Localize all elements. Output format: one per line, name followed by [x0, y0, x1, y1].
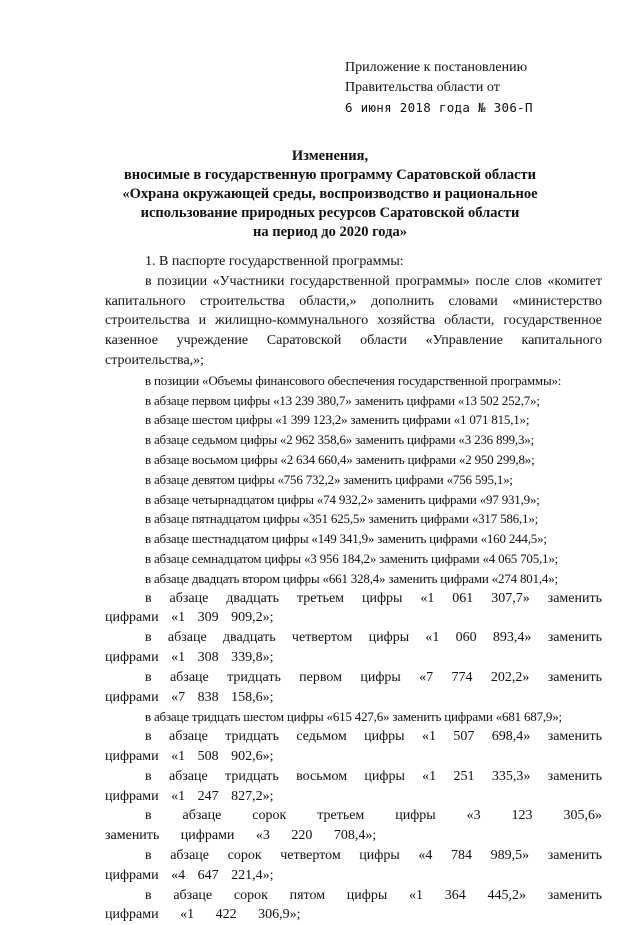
paragraph-item: в абзаце тридцать восьмом цифры «1 251 335,3» заменить цифрами «1 247 827,2»; — [105, 767, 602, 807]
title-line-4: использование природных ресурсов Саратовской области — [90, 204, 570, 223]
paragraph-item: в абзаце сорок третьем цифры «3 123 305,6» заменить цифрами «3 220 708,4»; — [105, 806, 602, 846]
paragraph-item: в абзаце сорок четвертом цифры «4 784 989,5» заменить цифрами «4 647 221,4»; — [105, 846, 602, 886]
paragraph-item: в абзаце двадцать четвертом цифры «1 060 893,4» заменить цифрами «1 308 339,8»; — [105, 628, 602, 668]
paragraph-participants: в позиции «Участники государственной программы» после слов «комитет капитального строительства области,» дополнить словами «министерство строительства и жилищно-коммунального хозяйства области, государственное казенное учреждение Саратовской области «Управление капитального строительства,»; — [105, 272, 602, 371]
paragraph-item: в абзаце седьмом цифры «2 962 358,6» заменить цифрами «3 236 899,3»; — [105, 430, 602, 450]
paragraph-item: в абзаце пятнадцатом цифры «351 625,5» заменить цифрами «317 586,1»; — [105, 509, 602, 529]
title-line-1: Изменения, — [90, 147, 570, 166]
paragraph-item: в абзаце девятом цифры «756 732,2» заменить цифрами «756 595,1»; — [105, 470, 602, 490]
paragraph-item: в абзаце тридцать седьмом цифры «1 507 698,4» заменить цифрами «1 508 902,6»; — [105, 727, 602, 767]
appendix-line-2: Правительства области от — [345, 78, 533, 98]
paragraph-item: в абзаце семнадцатом цифры «3 956 184,2» заменить цифрами «4 065 705,1»; — [105, 549, 602, 569]
appendix-header — [345, 58, 533, 118]
paragraph-item: в абзаце шестом цифры «1 399 123,2» заменить цифрами «1 071 815,1»; — [105, 410, 602, 430]
paragraph-item: в абзаце шестнадцатом цифры «149 341,9» заменить цифрами «160 244,5»; — [105, 529, 602, 549]
paragraph-item: в абзаце четырнадцатом цифры «74 932,2» заменить цифрами «97 931,9»; — [105, 490, 602, 510]
paragraph-item: в абзаце двадцать третьем цифры «1 061 307,7» заменить цифрами «1 309 909,2»; — [105, 589, 602, 629]
document-body — [105, 252, 602, 925]
appendix-date-number: 6 июня 2018 года № 306-П — [345, 98, 533, 118]
paragraph-financing: в позиции «Объемы финансового обеспечения государственной программы»: — [105, 371, 602, 391]
appendix-line-1: Приложение к постановлению — [345, 58, 533, 78]
title-line-2: вносимые в государственную программу Саратовской области — [90, 166, 570, 185]
title-line-3: «Охрана окружающей среды, воспроизводство и рациональное — [90, 185, 570, 204]
paragraph-item: в абзаце восьмом цифры «2 634 660,4» заменить цифрами «2 950 299,8»; — [105, 450, 602, 470]
paragraph-passport: 1. В паспорте государственной программы: — [105, 252, 602, 272]
paragraph-item: в абзаце тридцать шестом цифры «615 427,6» заменить цифрами «681 687,9»; — [105, 707, 602, 727]
paragraph-item: в абзаце двадцать втором цифры «661 328,4» заменить цифрами «274 801,4»; — [105, 569, 602, 589]
paragraph-item: в абзаце тридцать первом цифры «7 774 202,2» заменить цифрами «7 838 158,6»; — [105, 668, 602, 708]
title-line-5: на период до 2020 года» — [90, 223, 570, 242]
paragraph-item: в абзаце сорок пятом цифры «1 364 445,2» заменить цифрами «1 422 306,9»; — [105, 886, 602, 925]
document-title — [90, 147, 570, 242]
paragraph-item: в абзаце первом цифры «13 239 380,7» заменить цифрами «13 502 252,7»; — [105, 391, 602, 411]
